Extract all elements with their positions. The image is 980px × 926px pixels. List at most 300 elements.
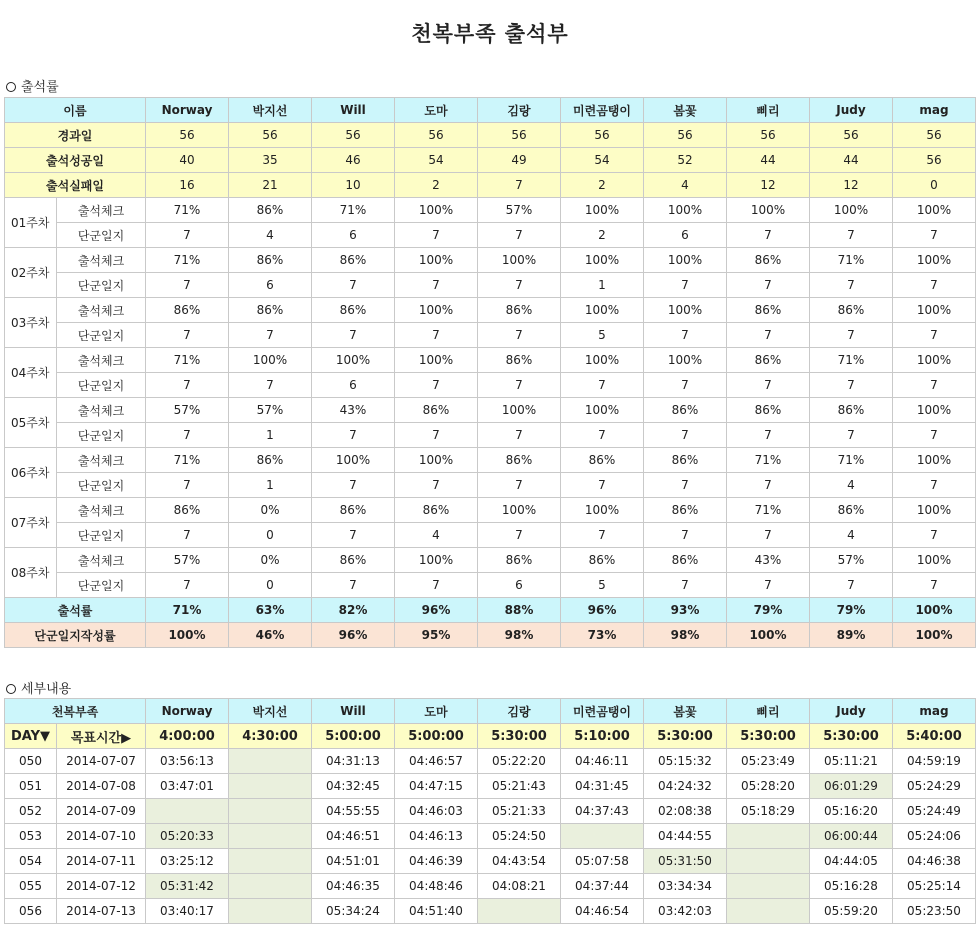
- diary-label: 단군일지: [57, 423, 146, 448]
- diary-value: 7: [727, 423, 810, 448]
- attendance-rate-value: 79%: [727, 598, 810, 623]
- summary-value: 0: [893, 173, 976, 198]
- day-date: 2014-07-13: [57, 899, 146, 924]
- wake-time: 04:31:13: [312, 749, 395, 774]
- diary-label: 단군일지: [57, 473, 146, 498]
- diary-value: 7: [644, 323, 727, 348]
- member-name-header: Will: [312, 98, 395, 123]
- week-label: 04주차: [5, 348, 57, 398]
- summary-value: 54: [561, 148, 644, 173]
- check-value: 100%: [644, 248, 727, 273]
- week-diary-row: [5, 573, 976, 598]
- summary-value: 56: [893, 123, 976, 148]
- target-time-value: 4:00:00: [146, 724, 229, 749]
- summary-value: 2: [561, 173, 644, 198]
- target-time-value: 5:30:00: [727, 724, 810, 749]
- wake-time: [229, 849, 312, 874]
- wake-time: 02:08:38: [644, 799, 727, 824]
- check-value: 71%: [810, 348, 893, 373]
- diary-rate-value: 46%: [229, 623, 312, 648]
- wake-time: 06:01:29: [810, 774, 893, 799]
- week-check-row: [5, 248, 976, 273]
- diary-label: 단군일지: [57, 573, 146, 598]
- check-value: 71%: [146, 248, 229, 273]
- diary-value: 0: [229, 573, 312, 598]
- check-value: 100%: [893, 298, 976, 323]
- member-name-header: 김랑: [478, 98, 561, 123]
- diary-value: 7: [644, 273, 727, 298]
- check-value: 86%: [146, 498, 229, 523]
- wake-time: 05:31:50: [644, 849, 727, 874]
- diary-value: 7: [146, 323, 229, 348]
- diary-value: 7: [312, 523, 395, 548]
- wake-time: [229, 799, 312, 824]
- check-value: 86%: [146, 298, 229, 323]
- diary-value: 7: [727, 323, 810, 348]
- member-name-header: mag: [893, 98, 976, 123]
- diary-value: 7: [229, 373, 312, 398]
- diary-value: 7: [893, 273, 976, 298]
- check-value: 86%: [395, 398, 478, 423]
- check-value: 86%: [478, 448, 561, 473]
- member-name-header: Will: [312, 699, 395, 724]
- check-value: 57%: [146, 398, 229, 423]
- diary-value: 7: [893, 373, 976, 398]
- summary-row: [5, 173, 976, 198]
- attendance-rate-value: 93%: [644, 598, 727, 623]
- check-value: 86%: [727, 248, 810, 273]
- diary-value: 7: [727, 223, 810, 248]
- diary-value: 7: [478, 323, 561, 348]
- day-row: [5, 874, 976, 899]
- week-check-row: [5, 548, 976, 573]
- diary-value: 7: [810, 273, 893, 298]
- wake-time: 04:44:55: [644, 824, 727, 849]
- diary-rate-value: 73%: [561, 623, 644, 648]
- diary-value: 7: [312, 323, 395, 348]
- week-diary-row: [5, 423, 976, 448]
- check-label: 출석체크: [57, 248, 146, 273]
- summary-value: 4: [644, 173, 727, 198]
- diary-label: 단군일지: [57, 323, 146, 348]
- target-time-value: 5:40:00: [893, 724, 976, 749]
- diary-value: 7: [478, 423, 561, 448]
- diary-value: 7: [395, 373, 478, 398]
- week-label: 01주차: [5, 198, 57, 248]
- wake-time: 04:08:21: [478, 874, 561, 899]
- diary-value: 7: [312, 273, 395, 298]
- page-title: 천복부족 출석부: [411, 22, 569, 46]
- summary-value: 56: [478, 123, 561, 148]
- check-value: 71%: [312, 198, 395, 223]
- target-time-row: [5, 724, 976, 749]
- wake-time: 05:21:33: [478, 799, 561, 824]
- check-value: 71%: [146, 348, 229, 373]
- check-value: 100%: [810, 198, 893, 223]
- check-value: 86%: [478, 548, 561, 573]
- diary-value: 7: [810, 223, 893, 248]
- wake-time: 04:46:57: [395, 749, 478, 774]
- wake-time: 04:44:05: [810, 849, 893, 874]
- wake-time: 05:18:29: [727, 799, 810, 824]
- wake-time: 05:21:43: [478, 774, 561, 799]
- diary-value: 0: [229, 523, 312, 548]
- attendance-rate-value: 100%: [893, 598, 976, 623]
- wake-time: 05:25:14: [893, 874, 976, 899]
- day-number: 051: [5, 774, 57, 799]
- check-label: 출석체크: [57, 498, 146, 523]
- header-row: [5, 98, 976, 123]
- wake-time: [727, 824, 810, 849]
- check-value: 100%: [561, 498, 644, 523]
- check-value: 86%: [810, 398, 893, 423]
- summary-row: [5, 123, 976, 148]
- diary-value: 7: [644, 523, 727, 548]
- wake-time: 04:47:15: [395, 774, 478, 799]
- diary-value: 2: [561, 223, 644, 248]
- member-name-header: 봄꽃: [644, 699, 727, 724]
- week-label: 05주차: [5, 398, 57, 448]
- wake-time: [478, 899, 561, 924]
- diary-value: 7: [893, 573, 976, 598]
- attendance-rate-row: [5, 598, 976, 623]
- week-label: 08주차: [5, 548, 57, 598]
- week-label: 02주차: [5, 248, 57, 298]
- diary-value: 7: [229, 323, 312, 348]
- diary-value: 7: [395, 573, 478, 598]
- week-diary-row: [5, 523, 976, 548]
- day-row: [5, 824, 976, 849]
- check-value: 100%: [727, 198, 810, 223]
- check-value: 0%: [229, 548, 312, 573]
- summary-row: [5, 148, 976, 173]
- diary-value: 7: [893, 423, 976, 448]
- day-sort-header[interactable]: DAY▼: [5, 724, 57, 749]
- diary-value: 7: [395, 323, 478, 348]
- target-time-label: 목표시간▶: [57, 724, 146, 749]
- summary-value: 12: [727, 173, 810, 198]
- wake-time: 04:46:51: [312, 824, 395, 849]
- week-diary-row: [5, 223, 976, 248]
- check-value: 57%: [478, 198, 561, 223]
- week-check-row: [5, 498, 976, 523]
- check-value: 100%: [561, 248, 644, 273]
- diary-value: 6: [229, 273, 312, 298]
- member-name-header: 박지선: [229, 98, 312, 123]
- wake-time: 04:51:01: [312, 849, 395, 874]
- check-value: 71%: [146, 198, 229, 223]
- check-value: 100%: [561, 198, 644, 223]
- diary-value: 1: [229, 473, 312, 498]
- diary-rate-value: 95%: [395, 623, 478, 648]
- wake-time: 04:46:13: [395, 824, 478, 849]
- check-value: 100%: [644, 298, 727, 323]
- wake-time: 03:47:01: [146, 774, 229, 799]
- attendance-rate-value: 96%: [395, 598, 478, 623]
- diary-value: 7: [146, 373, 229, 398]
- wake-time: [229, 749, 312, 774]
- wake-time: [727, 899, 810, 924]
- summary-value: 16: [146, 173, 229, 198]
- summary-value: 44: [810, 148, 893, 173]
- wake-time: 05:20:33: [146, 824, 229, 849]
- section-label: 출석률: [21, 80, 59, 95]
- diary-rate-value: 100%: [146, 623, 229, 648]
- check-value: 100%: [478, 248, 561, 273]
- diary-value: 4: [810, 523, 893, 548]
- week-label: 06주차: [5, 448, 57, 498]
- summary-value: 44: [727, 148, 810, 173]
- diary-value: 7: [146, 273, 229, 298]
- section-label: 세부내용: [21, 682, 72, 697]
- member-name-header: 미련곰탱이: [561, 98, 644, 123]
- diary-label: 단군일지: [57, 273, 146, 298]
- day-number: 053: [5, 824, 57, 849]
- check-value: 71%: [810, 448, 893, 473]
- diary-value: 7: [644, 423, 727, 448]
- wake-time: 04:46:38: [893, 849, 976, 874]
- week-check-row: [5, 298, 976, 323]
- wake-time: 05:22:20: [478, 749, 561, 774]
- diary-rate-value: 100%: [893, 623, 976, 648]
- member-name-header: 봄꽃: [644, 98, 727, 123]
- attendance-rate-value: 71%: [146, 598, 229, 623]
- summary-value: 56: [146, 123, 229, 148]
- wake-time: 05:34:24: [312, 899, 395, 924]
- diary-value: 7: [810, 323, 893, 348]
- check-value: 100%: [893, 398, 976, 423]
- check-value: 57%: [810, 548, 893, 573]
- day-number: 052: [5, 799, 57, 824]
- diary-value: 7: [395, 223, 478, 248]
- check-value: 86%: [312, 248, 395, 273]
- check-value: 43%: [312, 398, 395, 423]
- check-value: 100%: [561, 348, 644, 373]
- diary-value: 7: [146, 423, 229, 448]
- check-value: 100%: [395, 548, 478, 573]
- day-row: [5, 799, 976, 824]
- check-value: 100%: [893, 348, 976, 373]
- diary-value: 7: [312, 473, 395, 498]
- wake-time: [727, 874, 810, 899]
- check-value: 86%: [229, 298, 312, 323]
- diary-value: 6: [312, 373, 395, 398]
- member-name-header: Judy: [810, 98, 893, 123]
- check-value: 0%: [229, 498, 312, 523]
- summary-value: 52: [644, 148, 727, 173]
- check-value: 100%: [395, 248, 478, 273]
- wake-time: 05:07:58: [561, 849, 644, 874]
- week-check-row: [5, 448, 976, 473]
- check-value: 86%: [561, 548, 644, 573]
- check-value: 86%: [312, 498, 395, 523]
- check-value: 100%: [893, 248, 976, 273]
- section-detail-title: [6, 678, 71, 697]
- summary-value: 2: [395, 173, 478, 198]
- diary-value: 7: [146, 223, 229, 248]
- diary-value: 7: [810, 573, 893, 598]
- attendance-rate-value: 79%: [810, 598, 893, 623]
- wake-time: 05:59:20: [810, 899, 893, 924]
- check-value: 86%: [312, 298, 395, 323]
- day-row: [5, 774, 976, 799]
- summary-value: 56: [229, 123, 312, 148]
- day-date: 2014-07-07: [57, 749, 146, 774]
- circle-bullet-icon: [6, 82, 16, 92]
- day-number: 056: [5, 899, 57, 924]
- day-number: 050: [5, 749, 57, 774]
- day-date: 2014-07-08: [57, 774, 146, 799]
- wake-time: 03:56:13: [146, 749, 229, 774]
- detail-table: [4, 698, 976, 924]
- diary-value: 6: [312, 223, 395, 248]
- diary-value: 7: [146, 573, 229, 598]
- week-label: 03주차: [5, 298, 57, 348]
- week-diary-row: [5, 473, 976, 498]
- wake-time: 04:55:55: [312, 799, 395, 824]
- check-value: 86%: [644, 398, 727, 423]
- check-value: 43%: [727, 548, 810, 573]
- check-value: 86%: [229, 198, 312, 223]
- wake-time: 05:11:21: [810, 749, 893, 774]
- member-name-header: 도마: [395, 98, 478, 123]
- wake-time: 03:25:12: [146, 849, 229, 874]
- wake-time: 04:43:54: [478, 849, 561, 874]
- check-label: 출석체크: [57, 198, 146, 223]
- diary-value: 7: [561, 523, 644, 548]
- check-value: 100%: [893, 548, 976, 573]
- check-value: 86%: [644, 548, 727, 573]
- diary-value: 7: [893, 523, 976, 548]
- diary-value: 7: [561, 423, 644, 448]
- attendance-rate-value: 96%: [561, 598, 644, 623]
- wake-time: 04:46:54: [561, 899, 644, 924]
- day-date: 2014-07-12: [57, 874, 146, 899]
- diary-value: 1: [561, 273, 644, 298]
- check-value: 71%: [727, 448, 810, 473]
- check-value: 86%: [395, 498, 478, 523]
- week-label: 07주차: [5, 498, 57, 548]
- summary-label: 경과일: [5, 123, 146, 148]
- check-value: 100%: [561, 398, 644, 423]
- wake-time: [727, 849, 810, 874]
- summary-label: 출석실패일: [5, 173, 146, 198]
- day-date: 2014-07-09: [57, 799, 146, 824]
- diary-label: 단군일지: [57, 523, 146, 548]
- tribe-header-cell: 천복부족: [5, 699, 146, 724]
- check-value: 57%: [146, 548, 229, 573]
- diary-value: 4: [810, 473, 893, 498]
- wake-time: 05:23:49: [727, 749, 810, 774]
- wake-time: 05:16:20: [810, 799, 893, 824]
- summary-value: 7: [478, 173, 561, 198]
- check-value: 100%: [644, 348, 727, 373]
- diary-rate-value: 100%: [727, 623, 810, 648]
- summary-value: 49: [478, 148, 561, 173]
- wake-time: 04:31:45: [561, 774, 644, 799]
- member-name-header: 박지선: [229, 699, 312, 724]
- summary-value: 46: [312, 148, 395, 173]
- diary-rate-value: 98%: [478, 623, 561, 648]
- check-value: 86%: [727, 298, 810, 323]
- member-name-header: mag: [893, 699, 976, 724]
- week-diary-row: [5, 373, 976, 398]
- wake-time: 05:15:32: [644, 749, 727, 774]
- member-name-header: 김랑: [478, 699, 561, 724]
- day-number: 055: [5, 874, 57, 899]
- diary-value: 1: [229, 423, 312, 448]
- section-attendance-title: [6, 76, 59, 95]
- check-value: 86%: [229, 448, 312, 473]
- check-label: 출석체크: [57, 448, 146, 473]
- summary-value: 35: [229, 148, 312, 173]
- check-value: 100%: [893, 448, 976, 473]
- diary-label: 단군일지: [57, 373, 146, 398]
- day-row: [5, 849, 976, 874]
- wake-time: 05:24:29: [893, 774, 976, 799]
- target-time-value: 5:30:00: [478, 724, 561, 749]
- diary-rate-value: 96%: [312, 623, 395, 648]
- wake-time: 05:24:50: [478, 824, 561, 849]
- diary-value: 6: [478, 573, 561, 598]
- day-date: 2014-07-10: [57, 824, 146, 849]
- wake-time: [146, 799, 229, 824]
- wake-time: [229, 774, 312, 799]
- week-check-row: [5, 198, 976, 223]
- day-row: [5, 899, 976, 924]
- summary-value: 54: [395, 148, 478, 173]
- week-diary-row: [5, 323, 976, 348]
- check-value: 100%: [561, 298, 644, 323]
- check-value: 100%: [893, 498, 976, 523]
- attendance-rate-value: 88%: [478, 598, 561, 623]
- diary-value: 7: [727, 273, 810, 298]
- check-value: 71%: [727, 498, 810, 523]
- target-time-value: 5:10:00: [561, 724, 644, 749]
- summary-value: 10: [312, 173, 395, 198]
- wake-time: 05:24:49: [893, 799, 976, 824]
- diary-value: 5: [561, 573, 644, 598]
- check-value: 100%: [395, 448, 478, 473]
- summary-value: 56: [312, 123, 395, 148]
- week-check-row: [5, 348, 976, 373]
- summary-value: 56: [644, 123, 727, 148]
- diary-value: 7: [810, 373, 893, 398]
- wake-time: 03:34:34: [644, 874, 727, 899]
- check-value: 100%: [312, 348, 395, 373]
- check-value: 100%: [312, 448, 395, 473]
- attendance-rate-value: 63%: [229, 598, 312, 623]
- diary-value: 7: [727, 573, 810, 598]
- summary-value: 56: [893, 148, 976, 173]
- wake-time: 04:46:03: [395, 799, 478, 824]
- day-number: 054: [5, 849, 57, 874]
- attendance-rate-value: 82%: [312, 598, 395, 623]
- check-label: 출석체크: [57, 548, 146, 573]
- summary-value: 40: [146, 148, 229, 173]
- summary-value: 21: [229, 173, 312, 198]
- check-label: 출석체크: [57, 348, 146, 373]
- target-time-value: 5:30:00: [810, 724, 893, 749]
- circle-bullet-icon: [6, 684, 16, 694]
- member-name-header: 삐리: [727, 699, 810, 724]
- diary-value: 7: [478, 223, 561, 248]
- diary-value: 7: [893, 473, 976, 498]
- diary-value: 7: [478, 373, 561, 398]
- member-name-header: 삐리: [727, 98, 810, 123]
- diary-value: 7: [395, 273, 478, 298]
- check-value: 100%: [478, 498, 561, 523]
